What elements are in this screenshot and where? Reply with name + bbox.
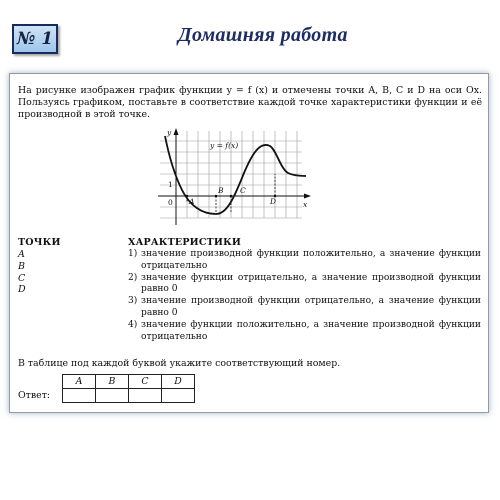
point-label-a: A xyxy=(189,197,195,206)
characteristic-number: 2) xyxy=(128,272,138,283)
characteristic-item xyxy=(128,273,481,297)
slide-title: Домашняя работа xyxy=(178,24,348,46)
answer-label: Ответ: xyxy=(18,390,51,401)
answer-cell-d[interactable] xyxy=(162,389,195,403)
answer-cell-a[interactable] xyxy=(63,389,96,403)
point-label-c: C xyxy=(240,186,246,195)
characteristic-number: 3) xyxy=(128,296,138,307)
answer-cell-c[interactable] xyxy=(129,389,162,403)
characteristics-list xyxy=(128,249,481,343)
answer-header-a: A xyxy=(63,375,96,389)
point-label-d: D xyxy=(270,197,277,206)
characteristics-heading: ХАРАКТЕРИСТИКИ xyxy=(128,237,242,248)
point-item-d: D xyxy=(18,284,26,296)
characteristic-item xyxy=(128,296,481,320)
task-number-badge: № 1 xyxy=(12,24,58,54)
characteristic-number: 4) xyxy=(128,319,138,330)
slide-header xyxy=(0,0,500,58)
characteristic-text: значение производной функции положительно, а значение функции отрицательно xyxy=(141,249,481,271)
characteristic-text: значение производной функции отрицательно, а значение функции равно 0 xyxy=(141,296,481,318)
function-graph xyxy=(152,126,317,236)
characteristic-text: значение функции положительно, а значение производной функции отрицательно xyxy=(141,319,481,342)
characteristic-item xyxy=(128,320,481,344)
x-axis-arrow xyxy=(304,194,311,199)
characteristic-text: значение функции отрицательно, а значение производной функции равно 0 xyxy=(141,272,481,295)
curve-label: y = f(x) xyxy=(210,141,239,150)
points-list xyxy=(18,249,26,296)
answer-table xyxy=(62,374,195,403)
origin-label: 0 xyxy=(168,198,173,207)
answer-header-c: C xyxy=(129,375,162,389)
points-heading: ТОЧКИ xyxy=(18,237,61,248)
instruction-text: В таблице под каждой буквой укажите соответствующий номер. xyxy=(18,358,341,369)
point-item-c: C xyxy=(18,272,26,284)
tick-one-label: 1 xyxy=(168,180,173,189)
x-axis-label: x xyxy=(303,200,308,209)
answer-header-d: D xyxy=(162,375,195,389)
y-axis-label: y xyxy=(167,128,172,137)
y-axis-arrow xyxy=(174,128,179,135)
answer-header-b: B xyxy=(96,375,129,389)
point-item-b: B xyxy=(18,260,25,272)
problem-statement: На рисунке изображен график функции y = f (x) и отмечены точки A, B, C и D на оси Ox. Пользуясь графиком, поставьте в соответствие каждой точке характеристики функции и её производной в этой точке. xyxy=(18,85,482,120)
answer-input-row xyxy=(63,389,195,403)
point-item-a: A xyxy=(18,249,25,260)
characteristic-item xyxy=(128,249,481,273)
answer-cell-b[interactable] xyxy=(96,389,129,403)
point-label-b: B xyxy=(218,186,224,195)
task-card xyxy=(9,73,489,413)
answer-header-row xyxy=(63,375,195,389)
characteristic-number: 1) xyxy=(128,249,138,259)
